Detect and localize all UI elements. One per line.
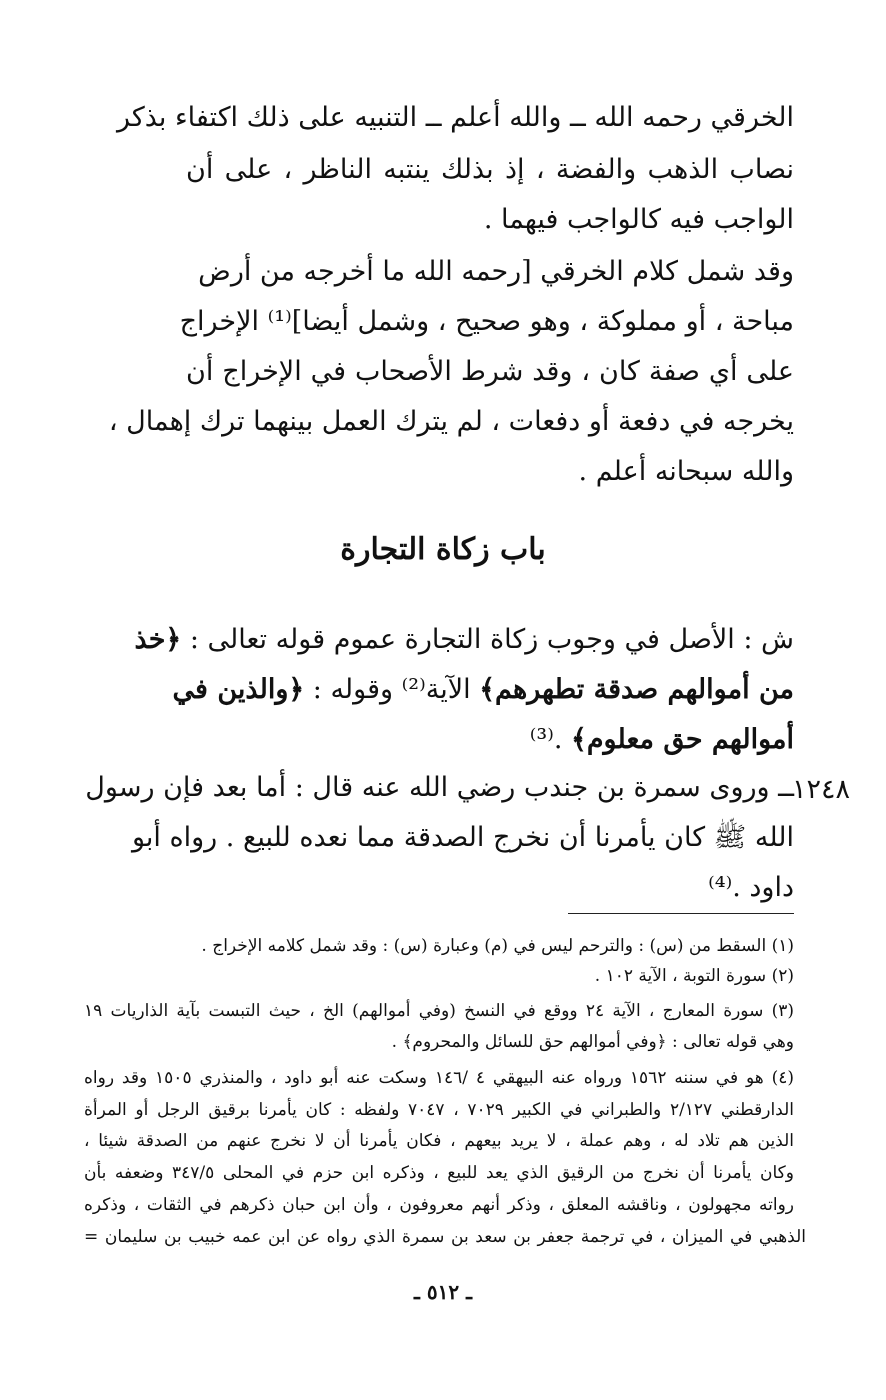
hadith-line: الله ﷺ كان يأمرنا أن نخرج الصدقة مما نعده للبيع . رواه أبو: [131, 822, 794, 853]
footnote-line: وكان يأمرنا أن نخرج من الرقيق الذي يعد للبيع ، وذكره ابن حزم في المحلى ٣٤٧/٥ وضعفه بأن: [84, 1163, 794, 1183]
commentary-line: [186, 726, 794, 753]
hadith-line: ــ وروى سمرة بن جندب رضي الله عنه قال : أما بعد فإن رسول: [85, 772, 794, 803]
footnote-line: وهي قوله تعالى : ﴿وفي أموالهم حق للسائل والمحروم﴾ .: [391, 1032, 794, 1052]
body-line: على أي صفة كان ، وقد شرط الأصحاب في الإخراج أن: [186, 356, 794, 387]
chapter-heading: باب زكاة التجارة: [340, 532, 546, 567]
body-line: وقد شمل كلام الخرقي [رحمه الله ما أخرجه من أرض: [198, 256, 794, 287]
quran-quote: ﴿والذين في: [172, 674, 305, 705]
commentary-line: [172, 674, 794, 705]
footnote-line: الدارقطني ٢/١٢٧ والطبراني في الكبير ٧٠٢٩ ، ٧٠٤٧ ولفظه : كان يأمرنا برقيق الرجل أو المرأة: [84, 1100, 794, 1120]
body-line: والله سبحانه أعلم .: [578, 456, 794, 487]
quran-quote: ﴿خذ: [134, 624, 182, 655]
footnote-line: (٣) سورة المعارج ، الآية ٢٤ ووقع في النسخ (وفي أموالهم) الخ ، حيث التبست بآية الذاريات ١٩: [84, 1001, 794, 1021]
footnote-line: (١) السقط من (س) : والترحم ليس في (م) وعبارة (س) : وقد شمل كلامه الإخراج .: [201, 936, 794, 956]
quran-quote: أموالهم حق معلوم﴾: [571, 724, 794, 755]
footnote-line: رواته مجهولون ، وناقشه المعلق ، وذكر أنهم معروفون ، وأن ابن حبان ذكرهم في الثقات ، وذكره: [84, 1195, 794, 1215]
body-line: يخرجه في دفعة أو دفعات ، لم يترك العمل بينهما ترك إهمال ،: [108, 406, 794, 437]
hadith-line: داود .⁽⁴⁾: [708, 872, 794, 903]
commentary-text: الآية⁽²⁾ وقوله :: [304, 674, 480, 705]
commentary-text: ش : الأصل في وجوب زكاة التجارة عموم قوله تعالى :: [181, 624, 794, 655]
commentary-line: [134, 624, 794, 655]
footnote-line: الذين هم تلاد له ، وهم عملة ، لا يريد بيعهم ، فكان يأمرنا أن لا نخرج عنهم من الصدقة شيئا ،: [84, 1131, 794, 1151]
body-line: الخرقي رحمه الله ــ والله أعلم ــ التنبيه على ذلك اكتفاء بذكر: [116, 102, 794, 133]
footnote-separator: [568, 913, 794, 914]
hadith-number: ١٢٤٨: [791, 774, 850, 805]
page-number: ـ ٥١٢ ـ: [414, 1280, 472, 1304]
body-line: الواجب فيه كالواجب فيهما .: [483, 204, 794, 235]
footnote-ref: .⁽³⁾: [529, 724, 572, 755]
footnote-line: (٢) سورة التوبة ، الآية ١٠٢ .: [594, 966, 794, 986]
footnote-line: الذهبي في الميزان ، في ترجمة جعفر بن سعد بن سمرة الذي رواه عن ابن عمه خبيب بن سليمان =: [84, 1227, 806, 1247]
footnote-line: (٤) هو في سننه ١٥٦٢ ورواه عنه البيهقي ٤ /١٤٦ وسكت عنه أبو داود ، والمنذري ١٥٠٥ وقد رواه: [84, 1068, 794, 1088]
body-line: مباحة ، أو مملوكة ، وهو صحيح ، وشمل أيضا]⁽¹⁾ الإخراج: [179, 306, 794, 337]
quran-quote: من أموالهم صدقة تطهرهم﴾: [479, 674, 794, 705]
body-line: نصاب الذهب والفضة ، إذ بذلك ينتبه الناظر ، على أن: [186, 154, 794, 185]
